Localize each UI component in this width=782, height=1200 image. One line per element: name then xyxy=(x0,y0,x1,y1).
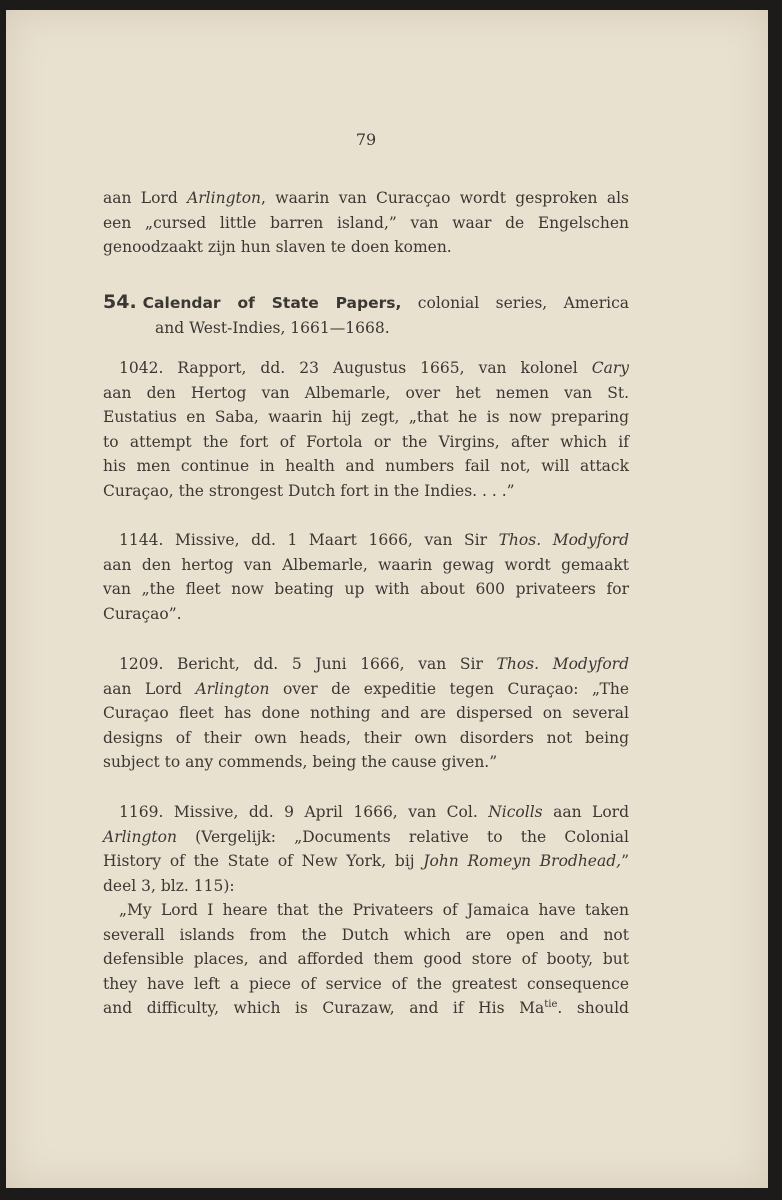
entry-title: Calendar of State Papers, xyxy=(142,294,402,312)
entry-number: 54. xyxy=(103,291,137,313)
paragraph-1042: 1042. Rapport, dd. 23 Augustus 1665, van kolonel Cary aan den Hertog van Albemarle, over het nemen van St. Eustatius en Saba, waarin hij zegt, „that he is now preparing to attempt the fort of Fortola or the Virgins, after which if his men continue in health and numbers fail not, will attack Curaçao, the strongest Dutch fort in the Indies. . . .” xyxy=(103,359,629,500)
paragraph-1169: 1169. Missive, dd. 9 April 1666, van Col. Nicolls aan Lord Arlington (Vergelijk: „Documents relative to the Colonial History of the State of New York, bij John Romeyn Brodhead,” deel 3, blz. 115): „My Lord I heare that the Privateers of Jamaica have taken severall islands from the Dutch which are open and not defensible places, and afforded them good store of booty, but they have left a piece of service of the greatest consequence and difficulty, which is Curazaw, and if His $Ma^{tie}$. should xyxy=(103,803,630,1017)
paragraph-1209: 1209. Bericht, dd. 5 Juni 1666, van Sir Thos. Modyford aan Lord Arlington over de expeditie tegen Curaçao: „The Curaçao fleet has done nothing and are dispersed on several designs of their own heads, their own disorders not being subject to any commends, being the cause given.” xyxy=(103,655,629,771)
entry-heading: 54. Calendar of State Papers, colonial series, America and West-Indies, 1661—1668. xyxy=(103,291,629,337)
book-page xyxy=(6,10,768,1188)
page-number: 79 xyxy=(355,130,377,149)
paragraph-1144: 1144. Missive, dd. 1 Maart 1666, van Sir Thos. Modyford aan den hertog van Albemarle, waarin gewag wordt gemaakt van „the fleet now beating up with about 600 privateers for Curaçao”. xyxy=(103,531,629,623)
intro-paragraph: aan Lord Arlington, waarin van Curacçao wordt gesproken als een „cursed little barren island,” van waar de Engelschen genoodzaakt zijn hun slaven te doen komen. xyxy=(103,189,629,256)
